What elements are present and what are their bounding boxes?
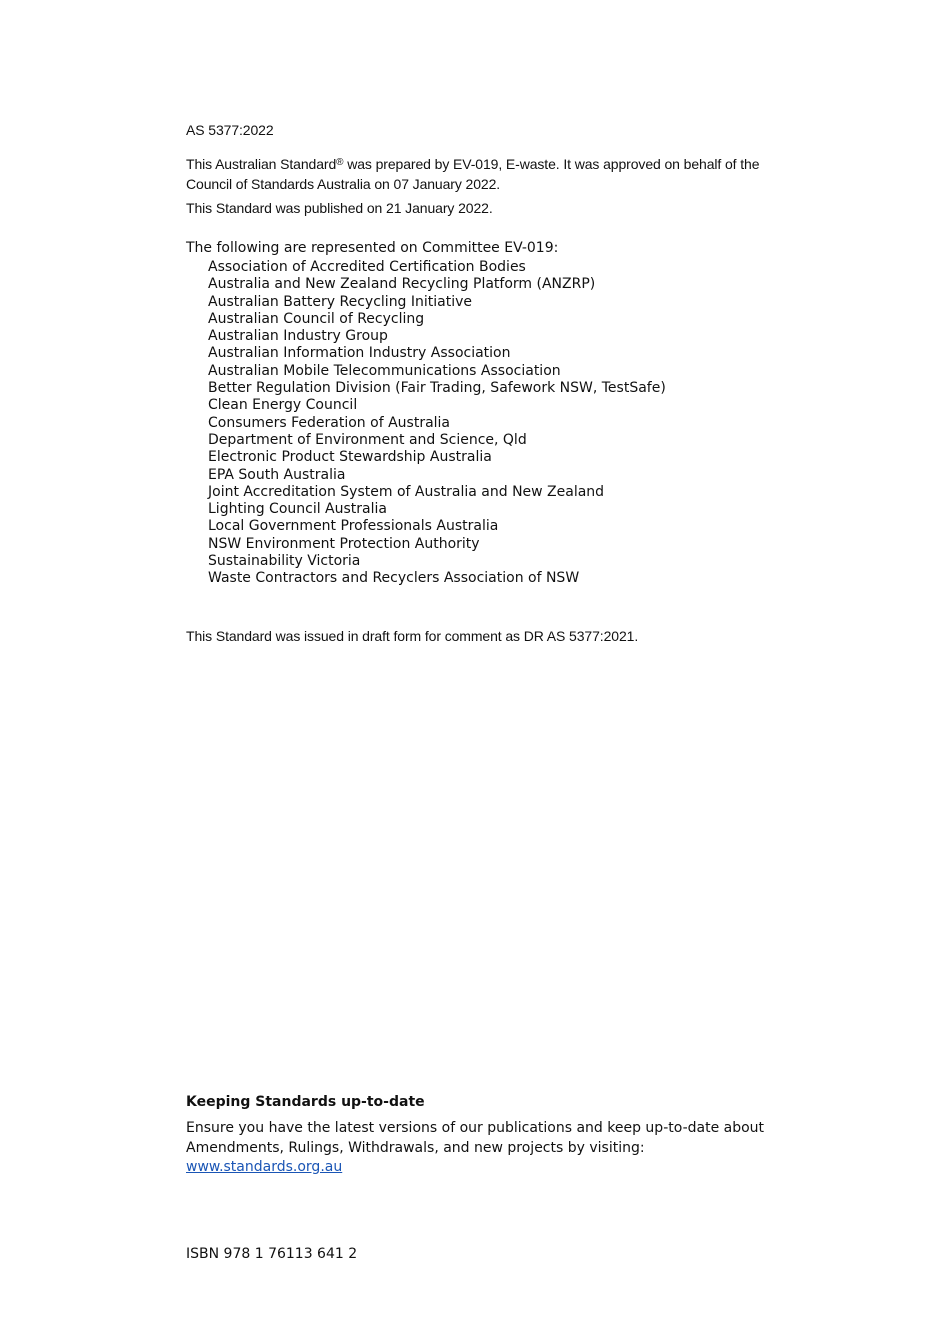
standards-website-link[interactable]: www.standards.org.au [186,1159,343,1175]
committee-member: Australian Council of Recycling [208,310,425,327]
approval-text-start: This Australian Standard [186,156,337,172]
committee-member: Australian Battery Recycling Initiative [208,293,473,310]
committee-member: Australian Industry Group [208,328,388,345]
draft-note: This Standard was issued in draft form for comment as DR AS 5377:2021. [186,628,639,644]
keeping-up-to-date-text: Ensure you have the latest versions of our publications and keep up-to-date about Amendments, Rulings, Withdrawals, and new projects by visiting: [186,1120,765,1156]
committee-member: Australia and New Zealand Recycling Platform (ANZRP) [208,276,596,293]
document-id: AS 5377:2022 [186,122,274,138]
approval-text-end: was prepared by EV-019, E-waste. It was approved on behalf of the Council of Standards Australia on 07 January 2022. [186,156,760,192]
committee-member: Sustainability Victoria [208,553,361,570]
keeping-up-to-date-heading: Keeping Standards up-to-date [186,1094,425,1110]
committee-member-list [208,259,666,588]
committee-member: Joint Accreditation System of Australia and New Zealand [208,483,605,500]
committee-member: Better Regulation Division (Fair Trading, Safework NSW, TestSafe) [208,380,666,397]
committee-member: Department of Environment and Science, Qld [208,431,527,448]
publication-date-statement: This Standard was published on 21 January 2022. [186,200,493,216]
committee-member: Consumers Federation of Australia [208,414,451,431]
committee-member: Association of Accredited Certification Bodies [208,259,526,275]
registered-mark: ® [336,157,344,168]
committee-intro: The following are represented on Committee EV-019: [186,240,559,256]
committee-member: Local Government Professionals Australia [208,518,499,535]
committee-member: Clean Energy Council [208,397,358,414]
committee-member: Waste Contractors and Recyclers Association of NSW [208,570,580,587]
approval-statement [186,155,786,194]
isbn: ISBN 978 1 76113 641 2 [186,1246,358,1262]
committee-member: Electronic Product Stewardship Australia [208,449,492,466]
committee-member: Australian Information Industry Association [208,345,511,362]
keeping-up-to-date-body [186,1119,786,1178]
committee-member: Australian Mobile Telecommunications Association [208,362,561,379]
committee-member: Lighting Council Australia [208,501,387,518]
committee-member: EPA South Australia [208,466,346,483]
committee-member: NSW Environment Protection Authority [208,535,480,552]
